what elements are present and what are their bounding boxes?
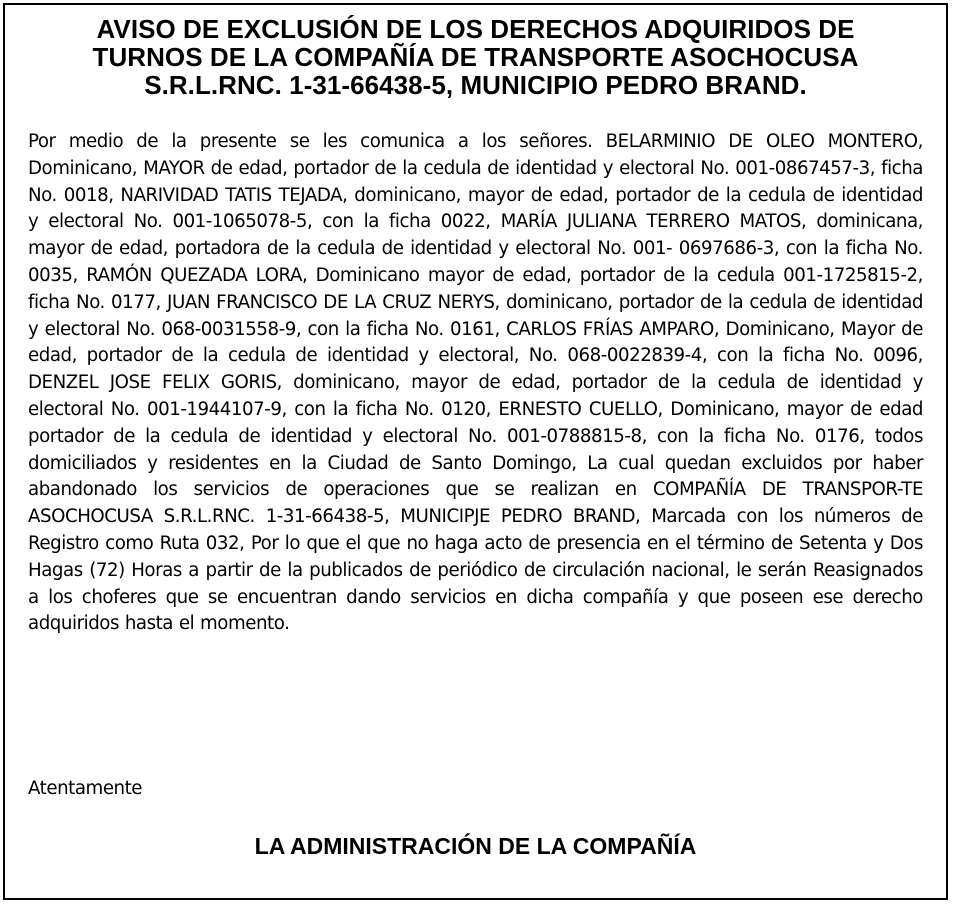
closing-text: Atentamente: [28, 778, 143, 799]
notice-title-line-2: TURNOS DE LA COMPAÑÍA DE TRANSPORTE ASOCHOCUSA: [92, 42, 859, 72]
notice-title-line-3: S.R.L.RNC. 1-31-66438-5, MUNICIPIO PEDRO BRAND.: [144, 70, 807, 100]
notice-body: Por medio de la presente se les comunica a los señores. BELARMINIO DE OLEO MONTERO, Dominicano, MAYOR de edad, portador de la cedula de identidad y electoral No. 001-0867457-3, ficha No. 0018, NARIVIDAD TATIS TEJADA, dominicano, mayor de edad, portador de la cedula de identidad y electoral No. 001-1065078-5, con la ficha 0022, MARÍA JULIANA TERRERO MATOS, dominicana, mayor de edad, portadora de la cedula de identidad y electoral No. 001- 0697686-3, con la ficha No. 0035, RAMÓN QUEZADA LORA, Dominicano mayor de edad, portador de la cedula 001-1725815-2, ficha No. 0177, JUAN FRANCISCO DE LA CRUZ NERYS, dominicano, portador de la cedula de identidad y electoral No. 068-0031558-9, con la ficha No. 0161, CARLOS FRÍAS AMPARO, Dominicano, Mayor de edad, portador de la cedula de identidad y electoral, No. 068-0022839-4, con la ficha No. 0096, DENZEL JOSE FELIX GORIS, dominicano, mayor de edad, portador de la cedula de identidad y electoral No. 001-1944107-9, con la ficha No. 0120, ERNESTO CUELLO, Dominicano, mayor de edad portador de la cedula de identidad y electoral No. 001-0788815-8, con la ficha No. 0176, todos domiciliados y residentes en la Ciudad de Santo Domingo, La cual quedan excluidos por haber abandonado los servicios de operaciones que se realizan en COMPAÑÍA DE TRANSPOR-TE ASOCHOCUSA S.R.L.RNC. 1-31-66438-5, MUNICIPJE PEDRO BRAND, Marcada con los números de Registro como Ruta 032, Por lo que el que no haga acto de presencia en el término de Setenta y Dos Hagas (72) Horas a partir de la publicados de periódico de circulación nacional, le serán Reasignados a los choferes que se encuentran dando servicios en dicha compañía y que poseen ese derecho adquiridos hasta el momento.: [28, 131, 923, 635]
notice-title-line-1: AVISO DE EXCLUSIÓN DE LOS DERECHOS ADQUIRIDOS DE: [96, 14, 855, 44]
signature: LA ADMINISTRACIÓN DE LA COMPAÑÍA: [254, 833, 697, 859]
notice-box: [3, 3, 948, 900]
notice-title: [25, 15, 926, 99]
